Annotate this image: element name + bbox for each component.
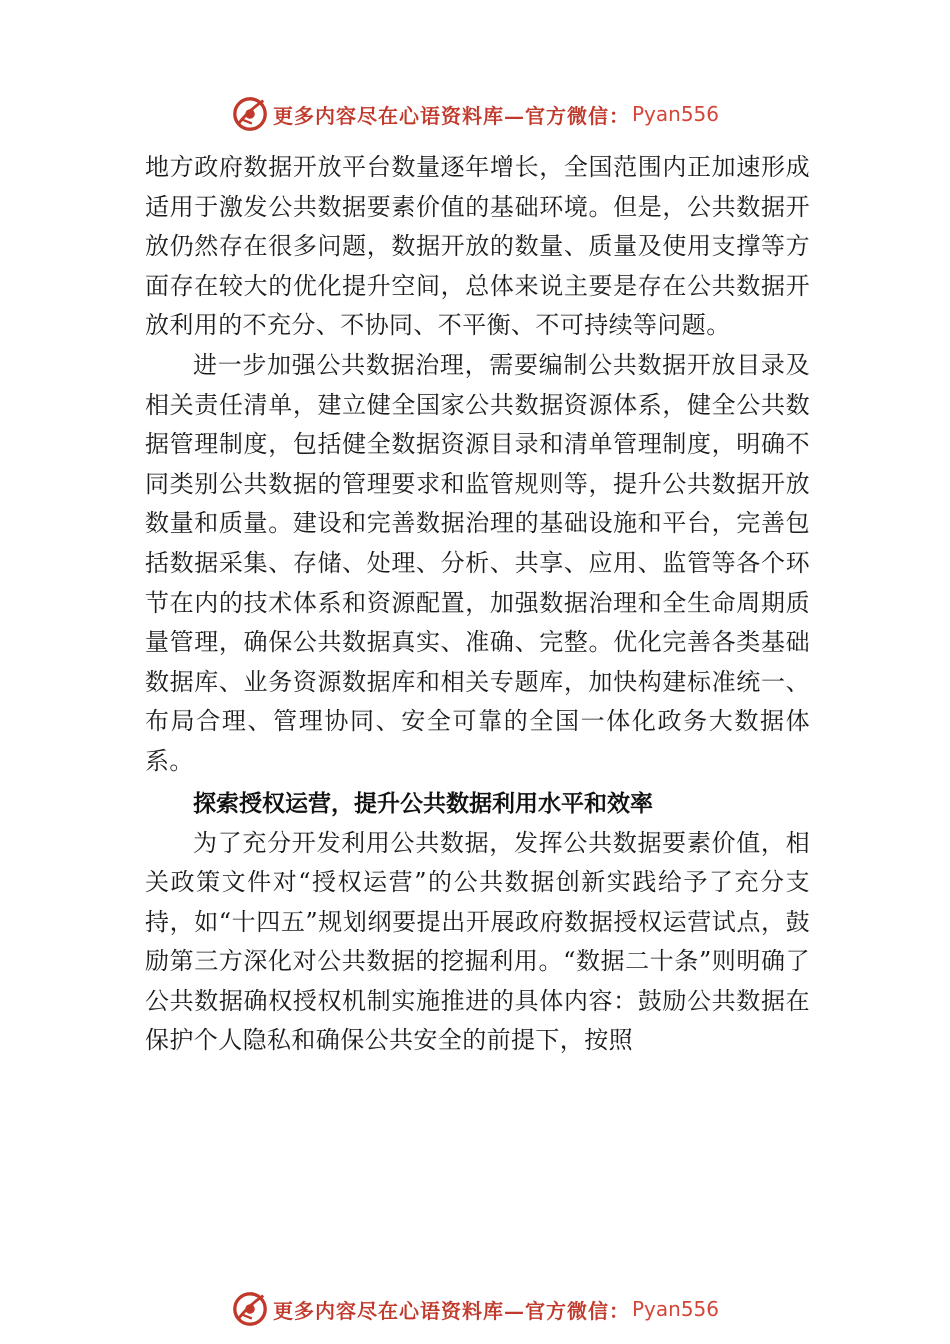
brand-logo-icon (231, 1290, 269, 1328)
paragraph-3: 为了充分开发利用公共数据，发挥公共数据要素价值，相关政策文件对“授权运营”的公共数据创新实践给予了充分支持，如“十四五”规划纲要提出开展政府数据授权运营试点，鼓励第三方深化对公共数据的挖掘利用。“数据二十条”则明确了公共数据确权授权机制实施推进的具体内容：鼓励公共数据在保护个人隐私和确保公共安全的前提下，按照 (145, 828, 810, 1055)
banner-text: 更多内容尽在心语资料库—官方微信： (272, 1298, 630, 1323)
banner-wechat-id: Pyan556 (631, 102, 719, 126)
document-body (145, 148, 810, 1061)
brand-logo-icon (231, 95, 269, 133)
header-banner (0, 92, 950, 136)
paragraph-2: 进一步加强公共数据治理，需要编制公共数据开放目录及相关责任清单，建立健全国家公共数据资源体系，健全公共数据管理制度，包括健全数据资源目录和清单管理制度，明确不同类别公共数据的管理要求和监管规则等，提升公共数据开放数量和质量。建设和完善数据治理的基础设施和平台，完善包括数据采集、存储、处理、分析、共享、应用、监管等各个环节在内的技术体系和资源配置，加强数据治理和全生命周期质量管理，确保公共数据真实、准确、完整。优化完善各类基础数据库、业务资源数据库和相关专题库，加快构建标准统一、布局合理、管理协同、安全可靠的全国一体化政务大数据体系。 (145, 350, 810, 775)
banner-wechat-id: Pyan556 (631, 1297, 719, 1321)
paragraph-1: 地方政府数据开放平台数量逐年增长，全国范围内正加速形成适用于激发公共数据要素价值的基础环境。但是，公共数据开放仍然存在很多问题，数据开放的数量、质量及使用支撑等方面存在较大的优化提升空间，总体来说主要是存在公共数据开放利用的不充分、不协同、不平衡、不可持续等问题。 (145, 153, 810, 340)
section-heading: 探索授权运营，提升公共数据利用水平和效率 (193, 790, 653, 817)
banner-text: 更多内容尽在心语资料库—官方微信： (272, 103, 630, 128)
footer-banner (0, 1287, 950, 1331)
